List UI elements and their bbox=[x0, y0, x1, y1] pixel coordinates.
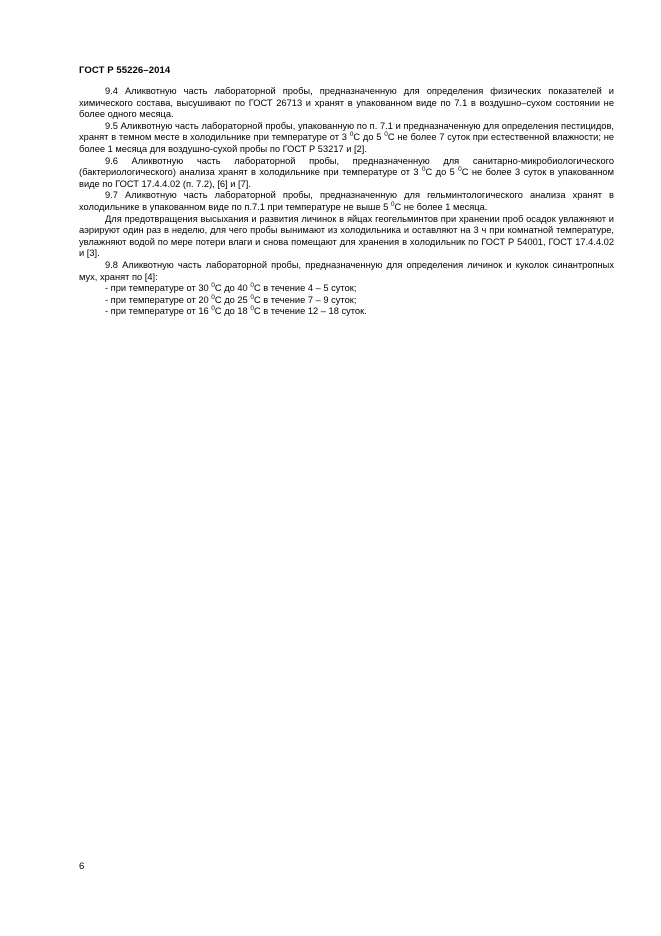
paragraph-9-6: 9.6 Аликвотную часть лабораторной пробы, предназначенную для санитарно-микробиологического (бактериологического) анализа хранят в холодильнике при температуре от 3 $^0$С до 5 $^0$С не более 3 суток в упакованном виде по ГОСТ 17.4.4.02 (п. 7.2), [6] и [7]. bbox=[79, 155, 614, 189]
degree-superscript: 0 bbox=[384, 131, 388, 139]
paragraph-9-7-note: Для предотвращения высыхания и развития личинок в яйцах геогельминтов при хранении проб осадок увлажняют и аэрируют один раз в неделю, для чего пробы вынимают из холодильника и оставляют на 3 ч при комнатной температуре, увлажняют водой по мере потери влаги и снова помещают для хранения в холодильник по ГОСТ Р 54001, ГОСТ 17.4.4.02 и [3]. bbox=[79, 213, 614, 259]
degree-superscript: 0 bbox=[458, 166, 462, 174]
list-item-temp-16-18: - при температуре от 16 $^0$С до 18 $^0$С в течение 12 – 18 суток. bbox=[105, 305, 367, 317]
paragraph-9-5: 9.5 Аликвотную часть лабораторной пробы, упакованную по п. 7.1 и предназначенную для определения пестицидов, хранят в темном месте в холодильнике при температуре от 3 $^0$С до 5 $^0$С не более 7 суток при естественной влажности; не более 1 месяца для воздушно-сухой пробы по ГОСТ Р 53217 и [2]. bbox=[79, 120, 614, 154]
degree-superscript: 0 bbox=[250, 305, 254, 313]
degree-superscript: 0 bbox=[349, 131, 354, 139]
degree-superscript: 0 bbox=[250, 293, 254, 301]
degree-superscript: 0 bbox=[390, 200, 395, 208]
paragraph-9-7: 9.7 Аликвотную часть лабораторной пробы, предназначенную для гельминтологического анализа хранят в холодильнике в упакованном виде по п.7.1 при температуре не выше 5 $^0$С не более 1 месяца. bbox=[79, 190, 614, 212]
degree-superscript: 0 bbox=[211, 305, 215, 313]
page-number: 6 bbox=[79, 861, 85, 872]
document-body bbox=[79, 86, 614, 318]
degree-superscript: 0 bbox=[211, 282, 215, 290]
paragraph-9-4: 9.4 Аликвотную часть лабораторной пробы, предназначенную для определения физических показателей и химического состава, высушивают по ГОСТ 26713 и хранят в упакованном виде по 7.1 в воздушно–сухом состоянии не более одного месяца. bbox=[79, 86, 614, 120]
degree-superscript: 0 bbox=[250, 282, 254, 290]
paragraph-9-8: 9.8 Аликвотную часть лабораторной пробы, предназначенную для определения личинок и куколок синантропных мух, хранят по [4]: bbox=[79, 259, 614, 282]
document-header: ГОСТ Р 55226–2014 bbox=[79, 65, 171, 76]
list-item-temp-30-40: - при температуре от 30 $^0$С до 40 $^0$С в течение 4 – 5 суток; bbox=[105, 282, 357, 294]
degree-superscript: 0 bbox=[421, 166, 426, 174]
list-item-temp-20-25: - при температуре от 20 $^0$С до 25 $^0$С в течение 7 – 9 суток; bbox=[105, 293, 357, 305]
degree-superscript: 0 bbox=[211, 293, 215, 301]
